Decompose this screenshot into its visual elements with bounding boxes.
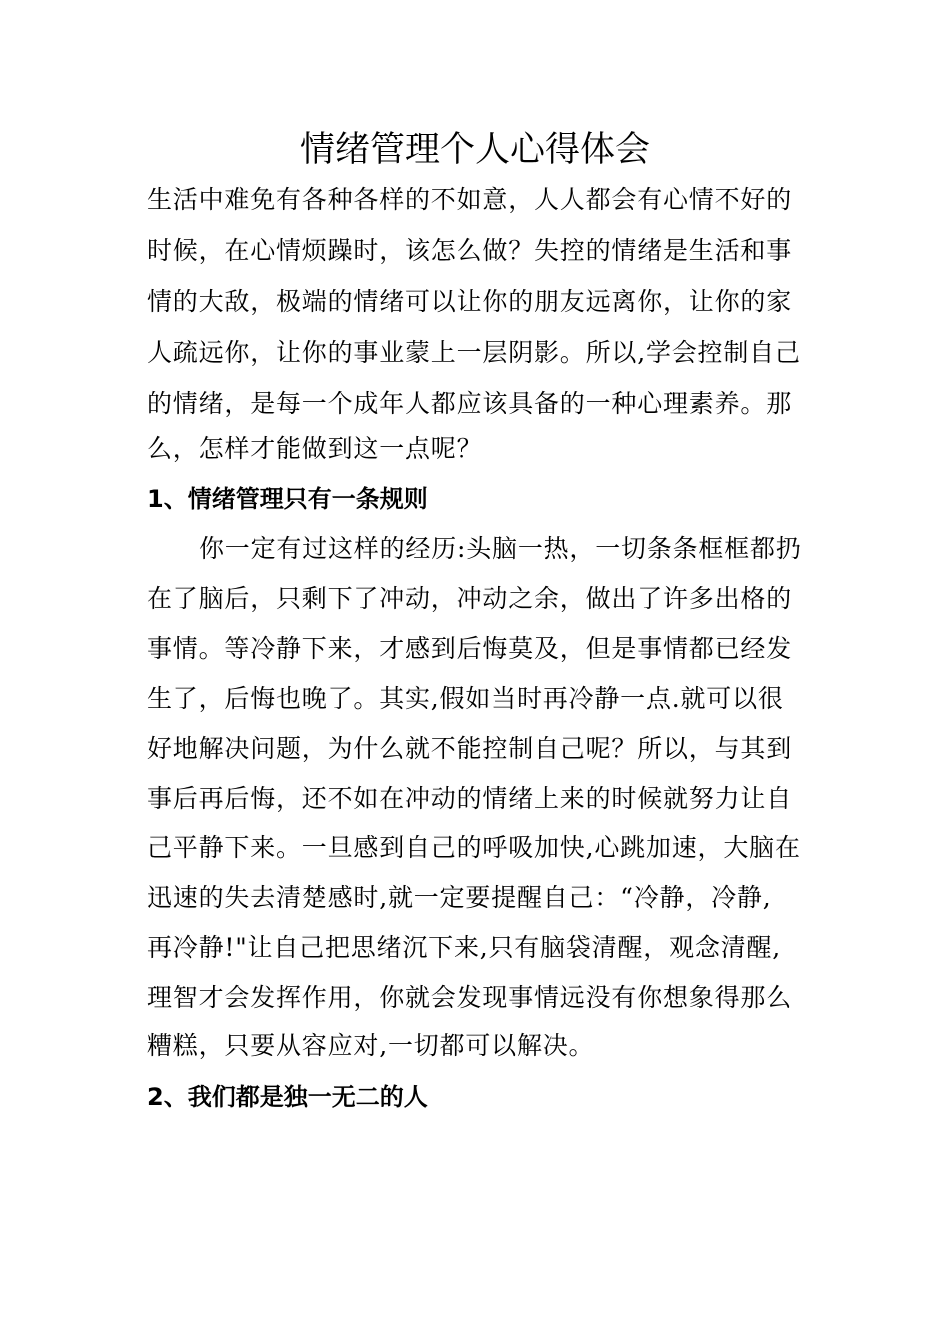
section1-line: 好地解决问题，为什么就不能控制自己呢？所以，与其到: [147, 734, 793, 763]
intro-line: 人疏远你，让你的事业蒙上一层阴影。所以,学会控制自己: [147, 338, 801, 367]
intro-line: 时候，在心情烦躁时，该怎么做？失控的情绪是生活和事: [147, 236, 793, 265]
section-heading-1: 1、情绪管理只有一条规则: [147, 485, 428, 513]
section-heading-2: 2、我们都是独一无二的人: [147, 1083, 428, 1111]
intro-line: 生活中难免有各种各样的不如意，人人都会有心情不好的: [147, 185, 793, 214]
section1-line: 理智才会发挥作用，你就会发现事情远没有你想象得那么: [147, 983, 793, 1012]
section1-line: 事情。等冷静下来，才感到后悔莫及，但是事情都已经发: [147, 634, 793, 663]
section1-line: 己平静下来。一旦感到自己的呼吸加快,心跳加速，大脑在: [147, 833, 801, 862]
document-title: 情绪管理个人心得体会: [299, 130, 650, 170]
section1-line: 在了脑后，只剩下了冲动，冲动之余，做出了许多出格的: [147, 584, 793, 613]
intro-line: 的情绪，是每一个成年人都应该具备的一种心理素养。那: [147, 389, 793, 418]
section1-line: 事后再后悔，还不如在冲动的情绪上来的时候就努力让自: [147, 784, 793, 813]
section1-line: 生了，后悔也晚了。其实,假如当时再冷静一点.就可以很: [147, 684, 784, 713]
intro-line: 情的大敌，极端的情绪可以让你的朋友远离你，让你的家: [147, 287, 793, 316]
section1-line: 再冷静!"让自己把思绪沉下来,只有脑袋清醒，观念清醒,: [147, 933, 782, 962]
intro-line: 么，怎样才能做到这一点呢？: [147, 434, 483, 463]
section1-line: 迅速的失去清楚感时,就一定要提醒自己：“冷静，冷静,: [147, 883, 772, 912]
section1-line: 你一定有过这样的经历:头脑一热，一切条条框框都扔: [199, 534, 802, 563]
section1-line: 糟糕，只要从容应对,一切都可以解决。: [147, 1031, 595, 1060]
